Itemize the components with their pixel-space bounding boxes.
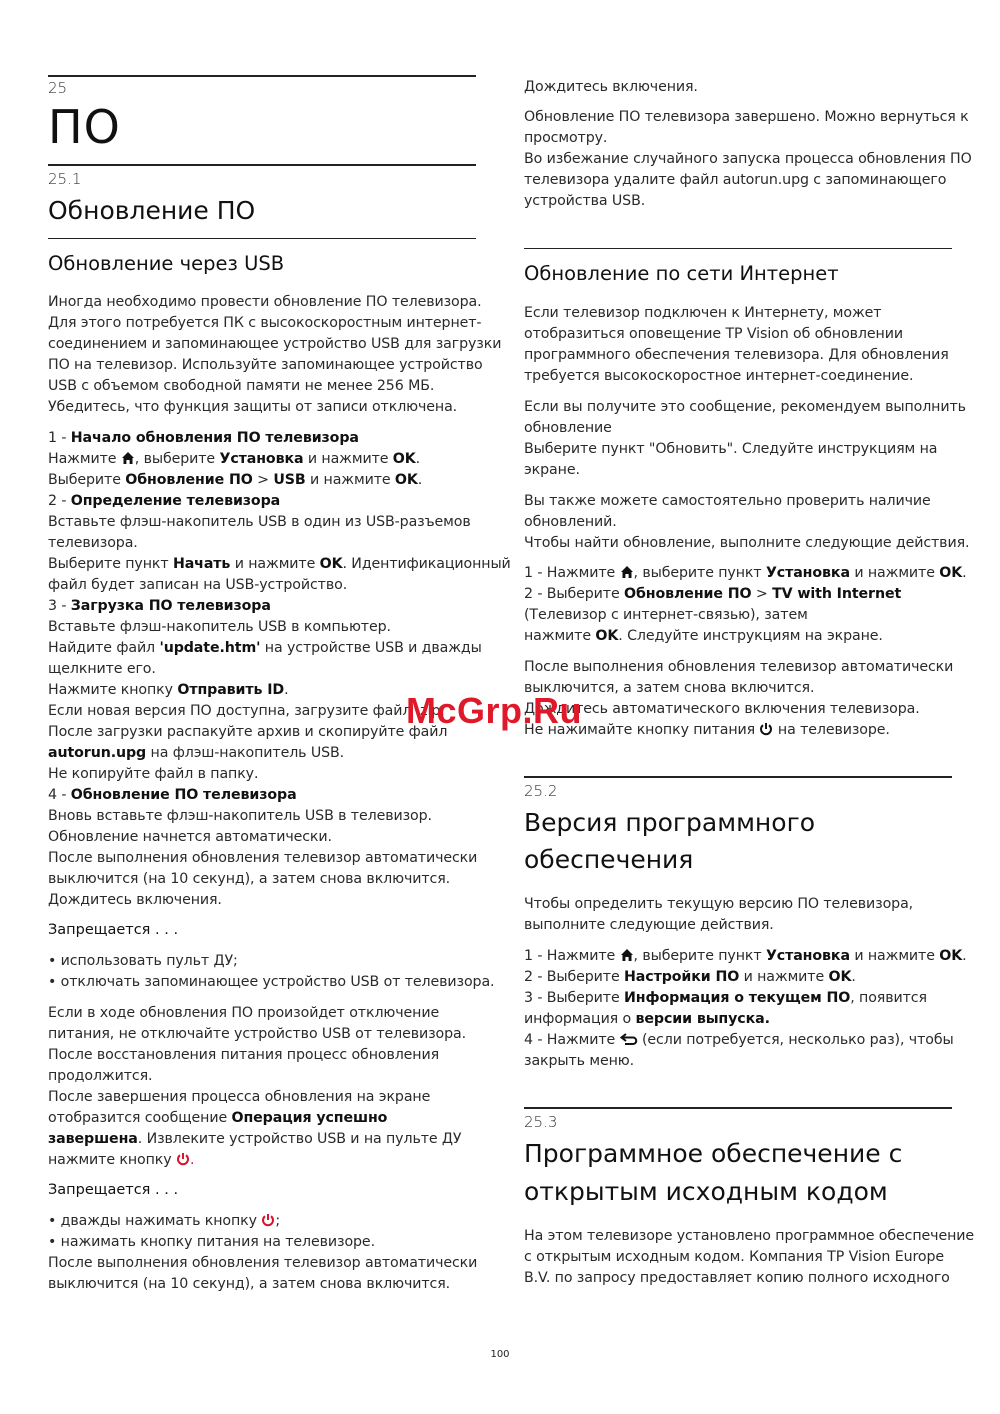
step-line: Обновление начнется автоматически.	[48, 829, 332, 845]
paragraph-line: выполните следующие действия.	[524, 917, 774, 933]
page-number: 100	[490, 1349, 510, 1360]
section-title-line: Программное обеспечение с	[524, 1139, 903, 1168]
step-line: выключится (на 10 секунд), а затем снова включится.	[48, 871, 451, 887]
paragraph-line: с открытым исходным кодом. Компания TP Vision Europe	[524, 1249, 945, 1265]
paragraph-line: USB с объемом свободной памяти не менее 256 МБ.	[48, 378, 435, 394]
paragraph-line: отобразиться оповещение TP Vision об обновлении	[524, 326, 903, 342]
subsection-title: Обновление через USB	[48, 252, 285, 275]
paragraph-line: питания, не отключайте устройство USB от телевизора.	[48, 1026, 467, 1042]
watermark: McGrp.Ru	[406, 690, 583, 731]
step-heading: 1 - Начало обновления ПО телевизора	[48, 430, 359, 446]
paragraph-line: требуется высокоскоростное интернет-соединение.	[524, 368, 914, 384]
paragraph-line: Если вы получите это сообщение, рекомендуем выполнить	[524, 399, 966, 415]
home-icon	[121, 451, 135, 465]
step-line: Найдите файл 'update.htm' на устройстве USB и дважды	[48, 640, 482, 656]
section-number: 25.3	[524, 1113, 558, 1131]
step-line: щелкните его.	[48, 661, 156, 677]
paragraph-line: Чтобы найти обновление, выполните следующие действия.	[524, 535, 970, 551]
bullet-item: • отключать запоминающее устройство USB от телевизора.	[48, 974, 495, 990]
paragraph-line: нажмите кнопку .	[48, 1152, 195, 1168]
step-line: Вновь вставьте флэш-накопитель USB в телевизор.	[48, 808, 432, 824]
step-line: 4 - Нажмите (если потребуется, несколько раз), чтобы	[524, 1032, 954, 1048]
section-title: Обновление ПО	[48, 196, 256, 225]
step-line: 2 - Выберите Настройки ПО и нажмите OK.	[524, 969, 856, 985]
paragraph-line: После восстановления питания процесс обновления	[48, 1047, 440, 1063]
section-title-line: открытым исходным кодом	[524, 1177, 888, 1206]
step-line: Вставьте флэш-накопитель USB в один из USB-разъемов	[48, 514, 471, 530]
paragraph-line: программного обеспечения телевизора. Для обновления	[524, 347, 949, 363]
paragraph-line: ПО на телевизор. Используйте запоминающее устройство	[48, 357, 483, 373]
power-icon	[176, 1152, 190, 1166]
divider	[524, 1107, 952, 1109]
paragraph-line: Иногда необходимо провести обновление ПО телевизора.	[48, 294, 482, 310]
section-title-line: Версия программного	[524, 808, 816, 837]
step-line: файл будет записан на USB-устройство.	[48, 577, 348, 593]
section-number: 25.2	[524, 782, 558, 800]
step-line: После выполнения обновления телевизор автоматически	[48, 850, 478, 866]
chapter-title: ПО	[48, 100, 121, 154]
section-title-line: обеспечения	[524, 845, 694, 874]
paragraph-line: отобразится сообщение Операция успешно	[48, 1110, 388, 1126]
divider	[524, 248, 952, 249]
step-line: 3 - Выберите Информация о текущем ПО, появится	[524, 990, 927, 1006]
paragraph-line: обновлений.	[524, 514, 617, 530]
paragraph-line: После завершения процесса обновления на экране	[48, 1089, 431, 1105]
divider	[48, 238, 476, 239]
paragraph-line: Дождитесь включения.	[524, 79, 698, 95]
paragraph-line: Выберите пункт "Обновить". Следуйте инструкциям на	[524, 441, 938, 457]
paragraph-line: экране.	[524, 462, 580, 478]
step-line: Вставьте флэш-накопитель USB в компьютер.	[48, 619, 391, 635]
paragraph-line: Убедитесь, что функция защиты от записи отключена.	[48, 399, 458, 415]
note-heading: Запрещается . . .	[48, 922, 179, 938]
paragraph-line: Дождитесь автоматического включения телевизора.	[524, 701, 920, 717]
paragraph-line: выключится, а затем снова включится.	[524, 680, 815, 696]
paragraph-line: соединением и запоминающее устройство USB для загрузки	[48, 336, 502, 352]
bullet-item: • нажимать кнопку питания на телевизоре.	[48, 1234, 375, 1250]
step-line: телевизора.	[48, 535, 138, 551]
step-line: Если новая версия ПО доступна, загрузите файл .zip.	[48, 703, 445, 719]
section-number: 25.1	[48, 170, 82, 188]
paragraph-line: устройства USB.	[524, 193, 646, 209]
paragraph-line: Чтобы определить текущую версию ПО телевизора,	[524, 896, 914, 912]
step-line: Не копируйте файл в папку.	[48, 766, 259, 782]
paragraph-line: продолжится.	[48, 1068, 153, 1084]
step-line: Нажмите , выберите Установка и нажмите OK.	[48, 451, 421, 467]
subsection-title: Обновление по сети Интернет	[524, 262, 839, 285]
paragraph-line: B.V. по запросу предоставляет копию полного исходного	[524, 1270, 950, 1286]
paragraph-line: завершена. Извлеките устройство USB и на пульте ДУ	[48, 1131, 462, 1147]
power-icon	[261, 1213, 275, 1227]
step-line: Выберите пункт Начать и нажмите OK. Идентификационный	[48, 556, 511, 572]
paragraph-line: просмотру.	[524, 130, 608, 146]
divider	[524, 776, 952, 778]
step-line: Нажмите кнопку Отправить ID.	[48, 682, 289, 698]
step-line: нажмите OK. Следуйте инструкциям на экране.	[524, 628, 883, 644]
step-line: После загрузки распакуйте архив и скопируйте файл	[48, 724, 448, 740]
step-line: информация о версии выпуска.	[524, 1011, 770, 1027]
paragraph-line: обновление	[524, 420, 612, 436]
divider	[48, 164, 476, 166]
step-line: autorun.upg на флэш-накопитель USB.	[48, 745, 345, 761]
step-line: 1 - Нажмите , выберите пункт Установка и нажмите OK.	[524, 565, 967, 581]
bullet-item: • использовать пульт ДУ;	[48, 953, 238, 969]
step-heading: 3 - Загрузка ПО телевизора	[48, 598, 271, 614]
step-line: (Телевизор с интернет-связью), затем	[524, 607, 808, 623]
power-icon	[759, 722, 773, 736]
paragraph-line: На этом телевизоре установлено программное обеспечение	[524, 1228, 975, 1244]
paragraph-line: Для этого потребуется ПК с высокоскоростным интернет-	[48, 315, 482, 331]
bullet-item: • дважды нажимать кнопку ;	[48, 1213, 281, 1229]
divider	[48, 75, 476, 77]
step-line: Выберите Обновление ПО > USB и нажмите OK.	[48, 472, 423, 488]
step-line: закрыть меню.	[524, 1053, 635, 1069]
step-heading: 2 - Определение телевизора	[48, 493, 281, 509]
step-heading: 4 - Обновление ПО телевизора	[48, 787, 297, 803]
chapter-number: 25	[48, 79, 68, 97]
paragraph-line: После выполнения обновления телевизор автоматически	[524, 659, 954, 675]
step-line: 2 - Выберите Обновление ПО > TV with Internet	[524, 586, 902, 602]
paragraph-line: Не нажимайте кнопку питания на телевизоре.	[524, 722, 890, 738]
back-icon	[620, 1032, 638, 1046]
paragraph-line: После выполнения обновления телевизор автоматически	[48, 1255, 478, 1271]
paragraph-line: выключится (на 10 секунд), а затем снова включится.	[48, 1276, 451, 1292]
paragraph-line: Если в ходе обновления ПО произойдет отключение	[48, 1005, 440, 1021]
home-icon	[620, 948, 634, 962]
paragraph-line: Вы также можете самостоятельно проверить наличие	[524, 493, 931, 509]
home-icon	[620, 565, 634, 579]
paragraph-line: телевизора удалите файл autorun.upg с запоминающего	[524, 172, 947, 188]
paragraph-line: Обновление ПО телевизора завершено. Можно вернуться к	[524, 109, 969, 125]
paragraph-line: Если телевизор подключен к Интернету, может	[524, 305, 882, 321]
step-line: 1 - Нажмите , выберите пункт Установка и нажмите OK.	[524, 948, 967, 964]
step-line: Дождитесь включения.	[48, 892, 222, 908]
paragraph-line: Во избежание случайного запуска процесса обновления ПО	[524, 151, 972, 167]
note-heading: Запрещается . . .	[48, 1182, 179, 1198]
